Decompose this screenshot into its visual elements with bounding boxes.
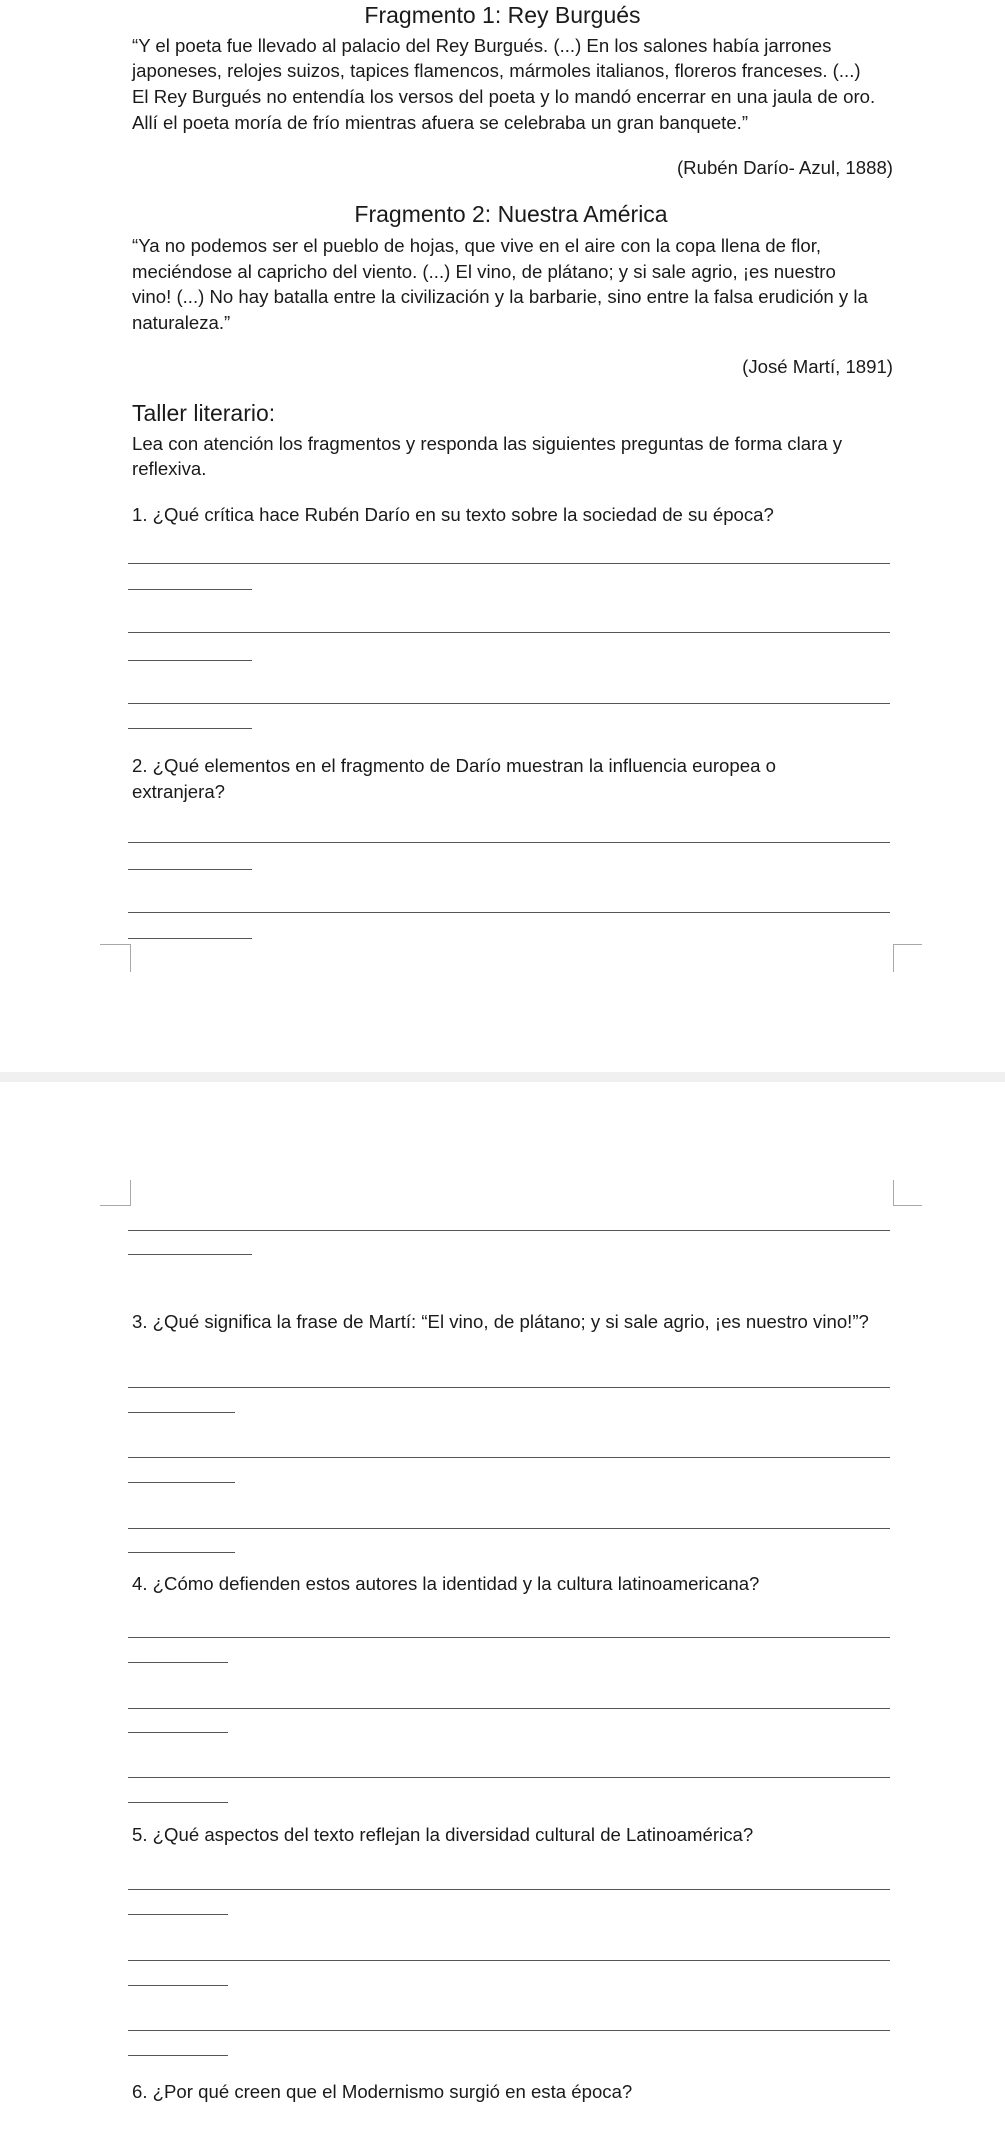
fragment1-line-4: Allí el poeta moría de frío mientras afuera se celebraba un gran banquete.” (132, 112, 749, 133)
answer-line[interactable] (128, 1387, 890, 1388)
answer-line[interactable] (128, 1708, 890, 1709)
taller-instructions-line-1: Lea con atención los fragmentos y responda las siguientes preguntas de forma clara y (132, 433, 843, 454)
answer-line[interactable] (128, 842, 890, 843)
fragment1-line-3: El Rey Burgués no entendía los versos del poeta y lo mandó encerrar en una jaula de oro. (132, 86, 876, 107)
answer-line[interactable] (128, 1662, 228, 1663)
answer-line[interactable] (128, 1482, 235, 1483)
question-2-line-1: 2. ¿Qué elementos en el fragmento de Darío muestran la influencia europea o (132, 755, 776, 776)
taller-instructions-line-2: reflexiva. (132, 458, 207, 479)
question-5: 5. ¿Qué aspectos del texto reflejan la diversidad cultural de Latinoamérica? (132, 1824, 754, 1845)
answer-line[interactable] (128, 660, 252, 661)
answer-line[interactable] (128, 1985, 228, 1986)
question-2-line-2: extranjera? (132, 781, 226, 802)
crop-mark-top-right (893, 1180, 922, 1206)
fragment2-line-1: “Ya no podemos ser el pueblo de hojas, que vive en el aire con la copa llena de flor, (132, 235, 822, 256)
answer-line[interactable] (128, 563, 890, 564)
fragment2-line-4: naturaleza.” (132, 312, 231, 333)
fragment2-line-2: meciéndose al capricho del viento. (...) El vino, de plátano; y si sale agrio, ¡es nuestro (132, 261, 836, 282)
answer-line[interactable] (128, 1889, 890, 1890)
question-3: 3. ¿Qué significa la frase de Martí: “El vino, de plátano; y si sale agrio, ¡es nuestro vino!”? (132, 1311, 869, 1332)
document-page-2 (0, 1082, 1005, 2141)
answer-line[interactable] (128, 1960, 890, 1961)
question-6: 6. ¿Por qué creen que el Modernismo surgió en esta época? (132, 2081, 633, 2102)
answer-line[interactable] (128, 589, 252, 590)
fragment1-line-2: japoneses, relojes suizos, tapices flamencos, mármoles italianos, floreros franceses. (...) (132, 60, 861, 81)
answer-line[interactable] (128, 1230, 890, 1231)
crop-mark-bottom-left (100, 944, 131, 972)
answer-line[interactable] (128, 1254, 252, 1255)
question-1: 1. ¿Qué crítica hace Rubén Darío en su texto sobre la sociedad de su época? (132, 504, 774, 525)
answer-line[interactable] (128, 1732, 228, 1733)
answer-line[interactable] (128, 2030, 890, 2031)
page-separator (0, 1072, 1005, 1082)
crop-mark-bottom-right (893, 944, 922, 972)
answer-line[interactable] (128, 1802, 228, 1803)
fragment1-citation: (Rubén Darío- Azul, 1888) (676, 157, 893, 178)
answer-line[interactable] (128, 632, 890, 633)
fragment2-line-3: vino! (...) No hay batalla entre la civilización y la barbarie, sino entre la falsa erudición y la (132, 286, 868, 307)
answer-line[interactable] (128, 912, 890, 913)
answer-line[interactable] (128, 728, 252, 729)
fragment2-title: Fragmento 2: Nuestra América (354, 201, 668, 227)
crop-mark-top-left (100, 1180, 131, 1206)
answer-line[interactable] (128, 1777, 890, 1778)
answer-line[interactable] (128, 869, 252, 870)
answer-line[interactable] (128, 1457, 890, 1458)
answer-line[interactable] (128, 1914, 228, 1915)
fragment1-line-1: “Y el poeta fue llevado al palacio del Rey Burgués. (...) En los salones había jarrones (132, 35, 832, 56)
answer-line[interactable] (128, 2055, 228, 2056)
answer-line[interactable] (128, 1412, 235, 1413)
fragment1-title: Fragmento 1: Rey Burgués (364, 2, 641, 28)
fragment2-citation: (José Martí, 1891) (742, 356, 893, 377)
answer-line[interactable] (128, 938, 252, 939)
question-4: 4. ¿Cómo defienden estos autores la identidad y la cultura latinoamericana? (132, 1573, 760, 1594)
answer-line[interactable] (128, 1552, 235, 1553)
answer-line[interactable] (128, 703, 890, 704)
answer-line[interactable] (128, 1637, 890, 1638)
taller-heading: Taller literario: (132, 400, 276, 426)
answer-line[interactable] (128, 1528, 890, 1529)
